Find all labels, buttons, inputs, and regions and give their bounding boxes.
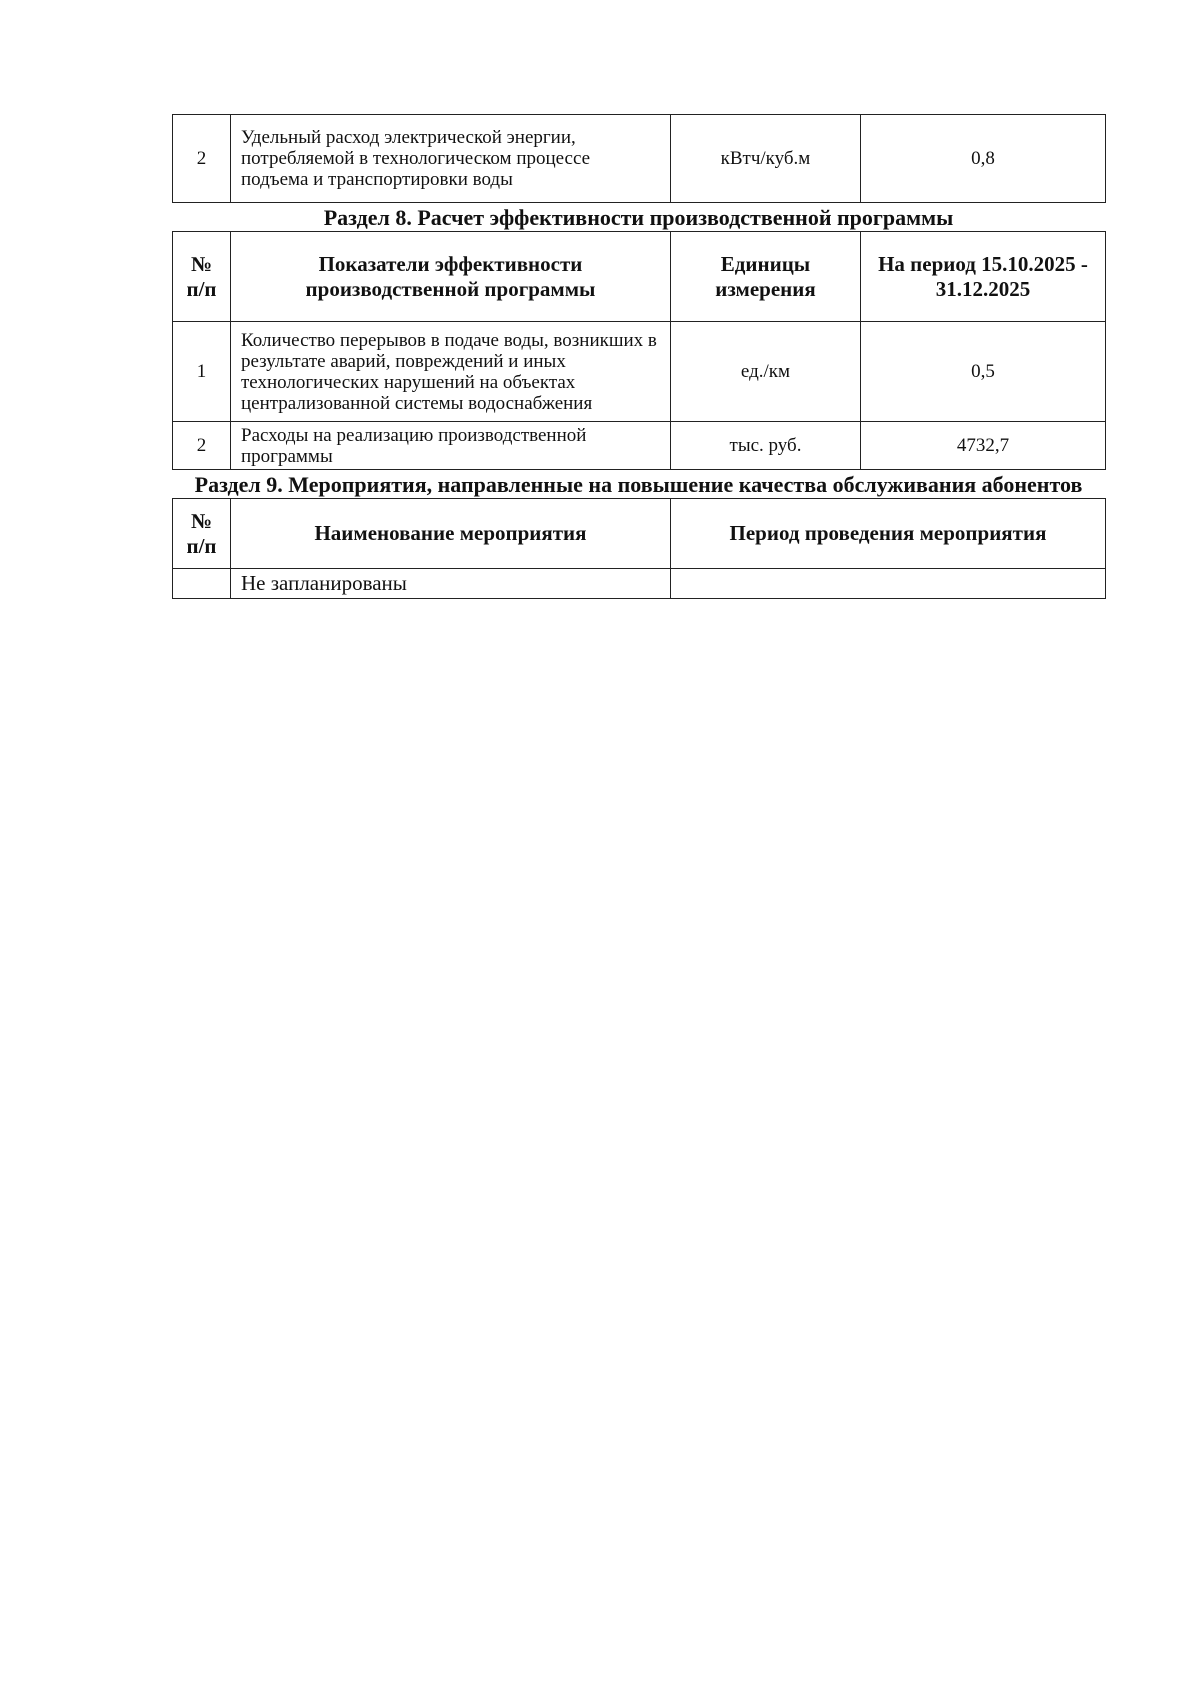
row-number: 2 (173, 422, 231, 470)
table-row (173, 569, 1106, 599)
document-page (172, 114, 1105, 599)
header-indicator: Показатели эффективности производственной программы (231, 232, 671, 322)
header-num: № п/п (173, 499, 231, 569)
activity-period (671, 569, 1106, 599)
value-cell: 0,5 (861, 322, 1106, 422)
table-section8 (172, 231, 1106, 470)
unit-cell: ед./км (671, 322, 861, 422)
table-row (173, 322, 1106, 422)
table-row (173, 115, 1106, 203)
value-cell: 0,8 (861, 115, 1106, 203)
table-row (173, 422, 1106, 470)
section8-title: Раздел 8. Расчет эффективности производственной программы (323, 205, 954, 230)
activity-name: Не запланированы (231, 569, 671, 599)
header-period: На период 15.10.2025 - 31.12.2025 (861, 232, 1106, 322)
indicator-name: Расходы на реализацию производственной программы (231, 422, 671, 470)
unit-cell: кВтч/куб.м (671, 115, 861, 203)
table-header-row (173, 499, 1106, 569)
indicator-name: Количество перерывов в подаче воды, возникших в результате аварий, повреждений и иных технологических нарушений на объектах централизованной системы водоснабжения (231, 322, 671, 422)
header-activity-period: Период проведения мероприятия (671, 499, 1106, 569)
value-cell: 4732,7 (861, 422, 1106, 470)
header-activity-name: Наименование мероприятия (231, 499, 671, 569)
row-number (173, 569, 231, 599)
row-number: 1 (173, 322, 231, 422)
unit-cell: тыс. руб. (671, 422, 861, 470)
table-header-row (173, 232, 1106, 322)
row-number: 2 (173, 115, 231, 203)
table-section9 (172, 498, 1106, 599)
indicator-name: Удельный расход электрической энергии, потребляемой в технологическом процессе подъема и транспортировки воды (231, 115, 671, 203)
section9-title: Раздел 9. Мероприятия, направленные на повышение качества обслуживания абонентов (194, 472, 1083, 497)
table-section7-continuation (172, 114, 1106, 203)
header-unit: Единицы измерения (671, 232, 861, 322)
header-num: № п/п (173, 232, 231, 322)
